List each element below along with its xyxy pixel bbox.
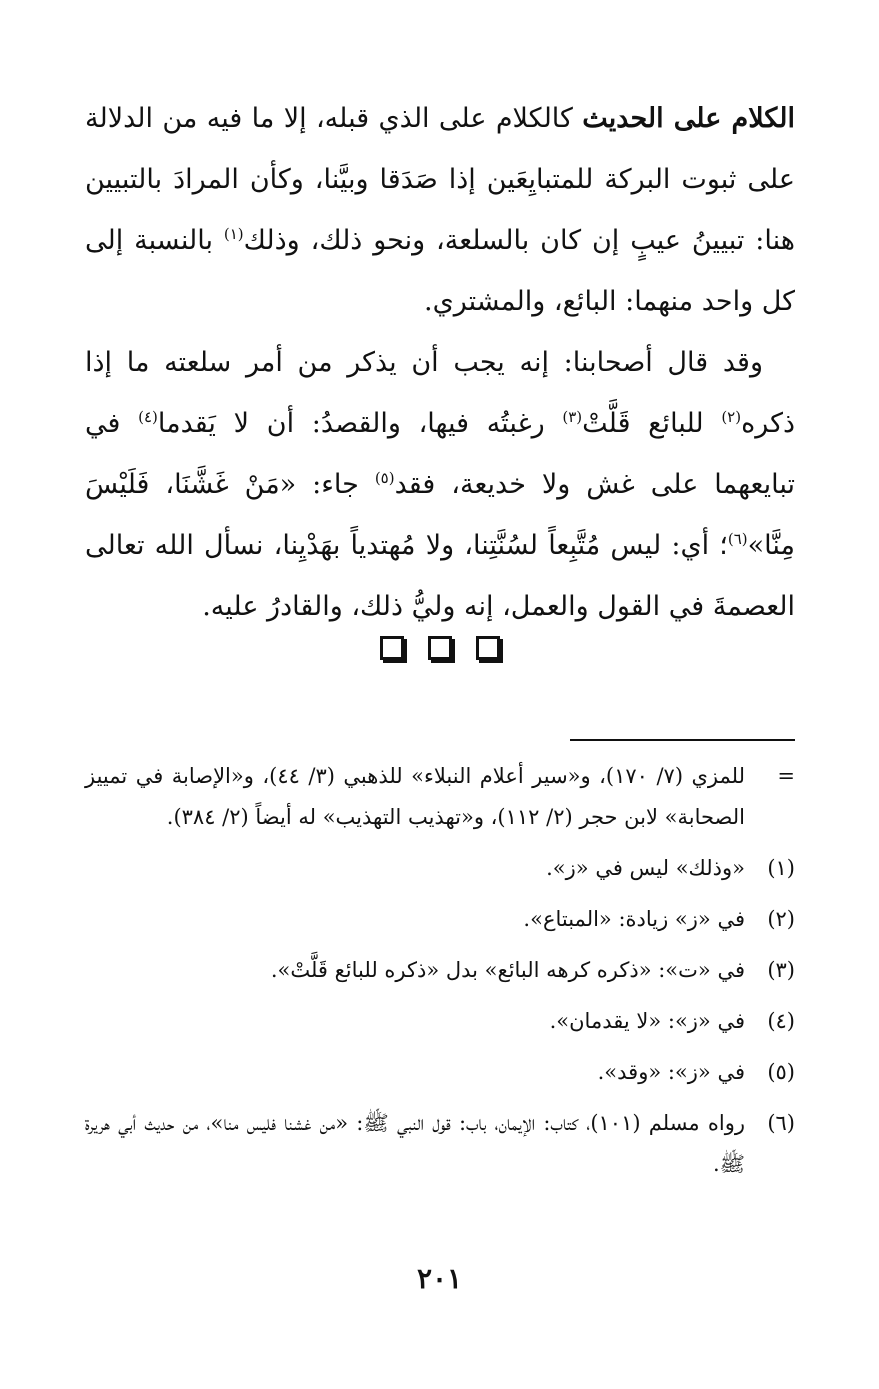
- footnote-ref-6: (٦): [727, 530, 748, 548]
- footnote-number: (١): [767, 856, 795, 880]
- separator-square-icon: [476, 636, 500, 660]
- footnote-text: في «ز»: «لا يقدمان».: [549, 1009, 745, 1033]
- paragraph-lead: الكلام على الحديث: [582, 103, 795, 134]
- section-separator: [0, 636, 879, 660]
- footnote-text: رواه مسلم (١٠١)، كتاب: الإيمان، باب: قول النبي ﷺ: «من غشنا فليس منا»، من حديث أبي هريرة ﷺ.: [85, 1111, 745, 1176]
- continuation-marker: =: [777, 764, 795, 788]
- footnote-number: (٦): [767, 1111, 795, 1135]
- footnote-item: [85, 1103, 795, 1185]
- footnote-ref-3: (٣): [562, 408, 583, 426]
- footnote-divider: [570, 739, 795, 741]
- paragraph-text: ؛ أي: ليس مُتَّبِعاً لسُنَّتِنا، ولا مُهتدياً بهَدْيِنا، نسأل الله تعالى العصمةَ في القول والعمل، إنه وليُّ ذلك، والقادرُ عليه.: [85, 530, 795, 622]
- paragraph-text: كالكلام على الذي قبله، إلا ما فيه من الدلالة على ثبوت البركة للمتبايِعَين إذا صَدَقا وبيَّنا، وكأن المرادَ بالتبيين هنا: تبيينُ عيبٍ إن كان بالسلعة، ونحو ذلك، وذلك: [85, 103, 795, 256]
- footnote-item: [85, 1052, 795, 1093]
- footnote-number: (٢): [767, 907, 795, 931]
- footnote-text: «وذلك» ليس في «ز».: [546, 856, 745, 880]
- footnote-ref-2: (٢): [721, 408, 742, 426]
- footnote-text: في «ز»: «وقد».: [597, 1060, 745, 1084]
- page-number: ٢٠١: [416, 1262, 463, 1295]
- footnote-item: [85, 1001, 795, 1042]
- footnote-text: في «ت»: «ذكره كرهه البائع» بدل «ذكره للبائع قَلَّتْ».: [270, 958, 745, 982]
- paragraph-2: [85, 332, 795, 637]
- paragraph-text: رغبتُه فيها، والقصدُ: أن لا يَقدما: [157, 408, 563, 439]
- footnote-text: للمزي (٧/ ١٧٠)، و«سير أعلام النبلاء» للذهبي (٣/ ٤٤)، و«الإصابة في تمييز الصحابة» لابن حجر (٢/ ١١٢)، و«تهذيب التهذيب» له أيضاً (٢/ ٣٨٤).: [85, 764, 745, 829]
- footnote-item: [85, 899, 795, 940]
- footnote-ref-1: (١): [223, 225, 244, 243]
- footnote-text: في «ز» زيادة: «المبتاع».: [523, 907, 745, 931]
- footnote-continuation: [85, 756, 795, 838]
- footnote-number: (٤): [767, 1009, 795, 1033]
- main-text: [85, 88, 795, 637]
- paragraph-text: في تبايعهما على غش ولا خديعة، فقد: [85, 408, 795, 500]
- footnote-item: [85, 950, 795, 991]
- footnote-number: (٥): [767, 1060, 795, 1084]
- separator-square-icon: [428, 636, 452, 660]
- paragraph-text: بالنسبة إلى كل واحد منهما: البائع، والمشتري.: [85, 225, 795, 317]
- paragraph-text: وقد قال أصحابنا: إنه يجب أن يذكر من أمر سلعته ما إذا ذكره: [85, 347, 796, 439]
- footnote-ref-5: (٥): [374, 469, 395, 487]
- footnote-number: (٣): [767, 958, 795, 982]
- paragraph-text: جاء: «مَنْ غَشَّنَا، فَلَيْسَ مِنَّا»: [85, 469, 795, 561]
- paragraph-1: [85, 88, 795, 332]
- footnote-ref-4: (٤): [138, 408, 158, 426]
- paragraph-text: للبائع قَلَّتْ: [582, 408, 722, 439]
- footnotes: [85, 756, 795, 1195]
- separator-square-icon: [380, 636, 404, 660]
- footnote-item: [85, 848, 795, 889]
